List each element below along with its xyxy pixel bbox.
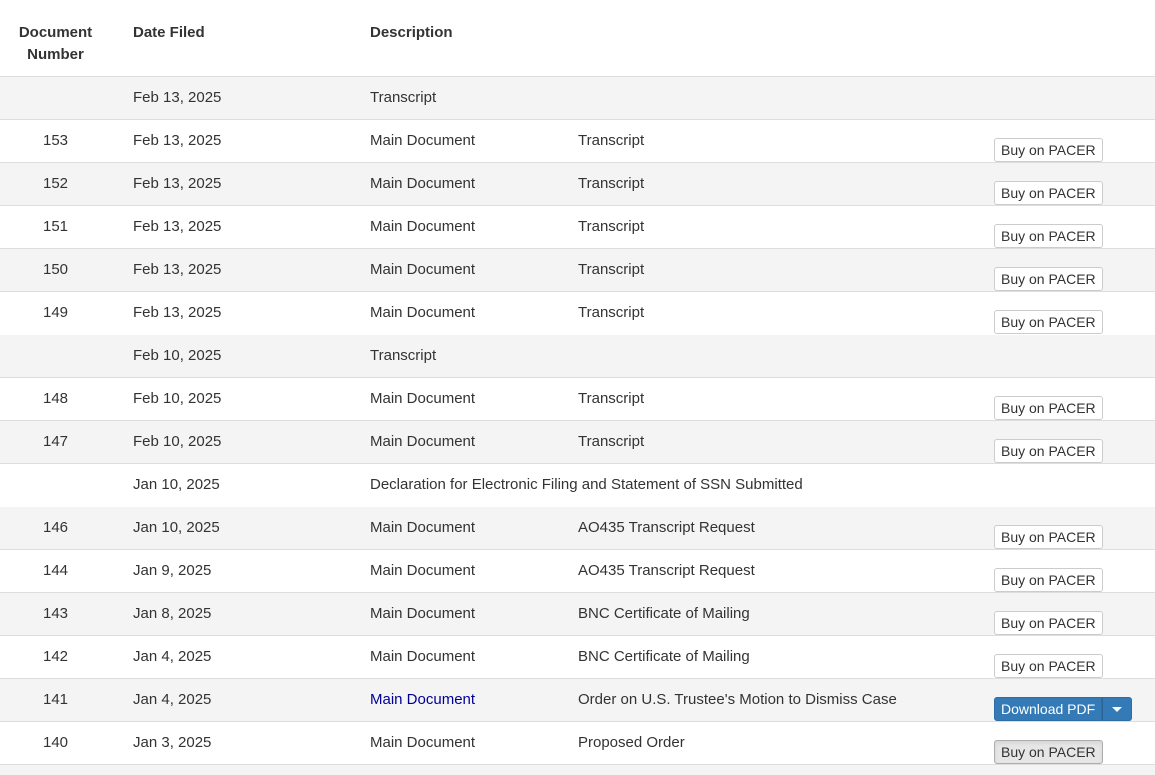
date-filed: Feb 13, 2025 — [133, 304, 222, 321]
document-link: Main Document — [370, 519, 476, 536]
table-row — [0, 550, 1155, 593]
document-description: Transcript — [578, 304, 645, 321]
document-description: Transcript — [578, 132, 645, 149]
document-number: 150 — [42, 261, 69, 278]
document-number: 146 — [42, 519, 69, 536]
buy-on-pacer-button[interactable]: Buy on PACER — [994, 396, 1103, 420]
date-filed: Feb 10, 2025 — [133, 347, 222, 364]
header-description: Description — [370, 24, 453, 41]
description: Transcript — [370, 347, 437, 364]
document-link: Main Document — [370, 175, 476, 192]
date-filed: Feb 13, 2025 — [133, 261, 222, 278]
date-filed: Feb 10, 2025 — [133, 433, 222, 450]
date-filed: Jan 3, 2025 — [133, 734, 212, 751]
buy-on-pacer-button[interactable]: Buy on PACER — [994, 525, 1103, 549]
buy-on-pacer-button[interactable]: Buy on PACER — [994, 654, 1103, 678]
document-description: Proposed Order — [578, 734, 685, 751]
document-description: AO435 Transcript Request — [578, 562, 755, 579]
document-link: Main Document — [370, 304, 476, 321]
document-link: Main Document — [370, 132, 476, 149]
document-link: Main Document — [370, 648, 476, 665]
document-number: 143 — [42, 605, 69, 622]
document-number: 148 — [42, 390, 69, 407]
table-row — [0, 292, 1155, 335]
date-filed: Feb 13, 2025 — [133, 89, 222, 106]
document-description: Transcript — [578, 433, 645, 450]
buy-on-pacer-button[interactable]: Buy on PACER — [994, 611, 1103, 635]
table-row — [0, 593, 1155, 636]
date-filed: Jan 4, 2025 — [133, 691, 212, 708]
document-description: Order on U.S. Trustee's Motion to Dismiss Case — [578, 691, 897, 708]
date-filed: Jan 4, 2025 — [133, 648, 212, 665]
buy-on-pacer-button[interactable]: Buy on PACER — [994, 439, 1103, 463]
date-filed: Feb 13, 2025 — [133, 175, 222, 192]
header-date-filed: Date Filed — [133, 24, 205, 41]
header-document-number-line1: Document Number — [18, 24, 93, 63]
buy-on-pacer-button[interactable]: Buy on PACER — [994, 138, 1103, 162]
buy-on-pacer-button[interactable]: Buy on PACER — [994, 310, 1103, 334]
document-number: 152 — [42, 175, 69, 192]
table-row — [0, 636, 1155, 679]
table-row — [0, 421, 1155, 464]
document-number: 140 — [42, 734, 69, 751]
document-number: 153 — [42, 132, 69, 149]
table-row — [0, 679, 1155, 722]
document-link: Main Document — [370, 433, 476, 450]
date-filed: Jan 9, 2025 — [133, 562, 212, 579]
date-filed: Jan 8, 2025 — [133, 605, 212, 622]
table-row-partial — [0, 765, 1155, 775]
document-number: 144 — [42, 562, 69, 579]
table-row — [0, 335, 1155, 378]
download-pdf-split-button — [994, 697, 1132, 721]
table-row — [0, 163, 1155, 206]
table-row — [0, 206, 1155, 249]
header-document-number — [0, 22, 111, 66]
buy-on-pacer-button[interactable]: Buy on PACER — [994, 267, 1103, 291]
download-options-toggle[interactable] — [1102, 697, 1132, 721]
document-link: Main Document — [370, 390, 476, 407]
date-filed: Feb 13, 2025 — [133, 218, 222, 235]
description: Transcript — [370, 89, 437, 106]
document-number: 151 — [42, 218, 69, 235]
table-row — [0, 249, 1155, 292]
document-number: 147 — [42, 433, 69, 450]
table-row — [0, 464, 1155, 507]
document-link: Main Document — [370, 562, 476, 579]
table-row — [0, 507, 1155, 550]
main-document-link[interactable]: Main Document — [370, 691, 476, 708]
date-filed: Jan 10, 2025 — [133, 476, 220, 493]
table-row — [0, 120, 1155, 163]
document-link: Main Document — [370, 605, 476, 622]
document-description: AO435 Transcript Request — [578, 519, 755, 536]
document-description: BNC Certificate of Mailing — [578, 605, 750, 622]
document-number: 142 — [42, 648, 69, 665]
date-filed: Jan 10, 2025 — [133, 519, 220, 536]
document-link: Main Document — [370, 218, 476, 235]
buy-on-pacer-button[interactable]: Buy on PACER — [994, 224, 1103, 248]
date-filed: Feb 13, 2025 — [133, 132, 222, 149]
caret-down-icon — [1112, 707, 1122, 712]
table-row — [0, 77, 1155, 120]
document-description: Transcript — [578, 175, 645, 192]
table-row — [0, 722, 1155, 765]
table-header — [0, 0, 1155, 77]
document-number: 141 — [42, 691, 69, 708]
buy-on-pacer-button[interactable]: Buy on PACER — [994, 740, 1103, 764]
document-description: BNC Certificate of Mailing — [578, 648, 750, 665]
buy-on-pacer-button[interactable]: Buy on PACER — [994, 181, 1103, 205]
document-description: Transcript — [578, 390, 645, 407]
document-description: Transcript — [578, 218, 645, 235]
date-filed: Feb 10, 2025 — [133, 390, 222, 407]
document-link: Main Document — [370, 734, 476, 751]
buy-on-pacer-button[interactable]: Buy on PACER — [994, 568, 1103, 592]
table-row — [0, 378, 1155, 421]
document-number: 149 — [42, 304, 69, 321]
description: Declaration for Electronic Filing and Statement of SSN Submitted — [370, 476, 803, 493]
download-pdf-button[interactable]: Download PDF — [994, 697, 1102, 721]
document-description: Transcript — [578, 261, 645, 278]
document-link: Main Document — [370, 261, 476, 278]
